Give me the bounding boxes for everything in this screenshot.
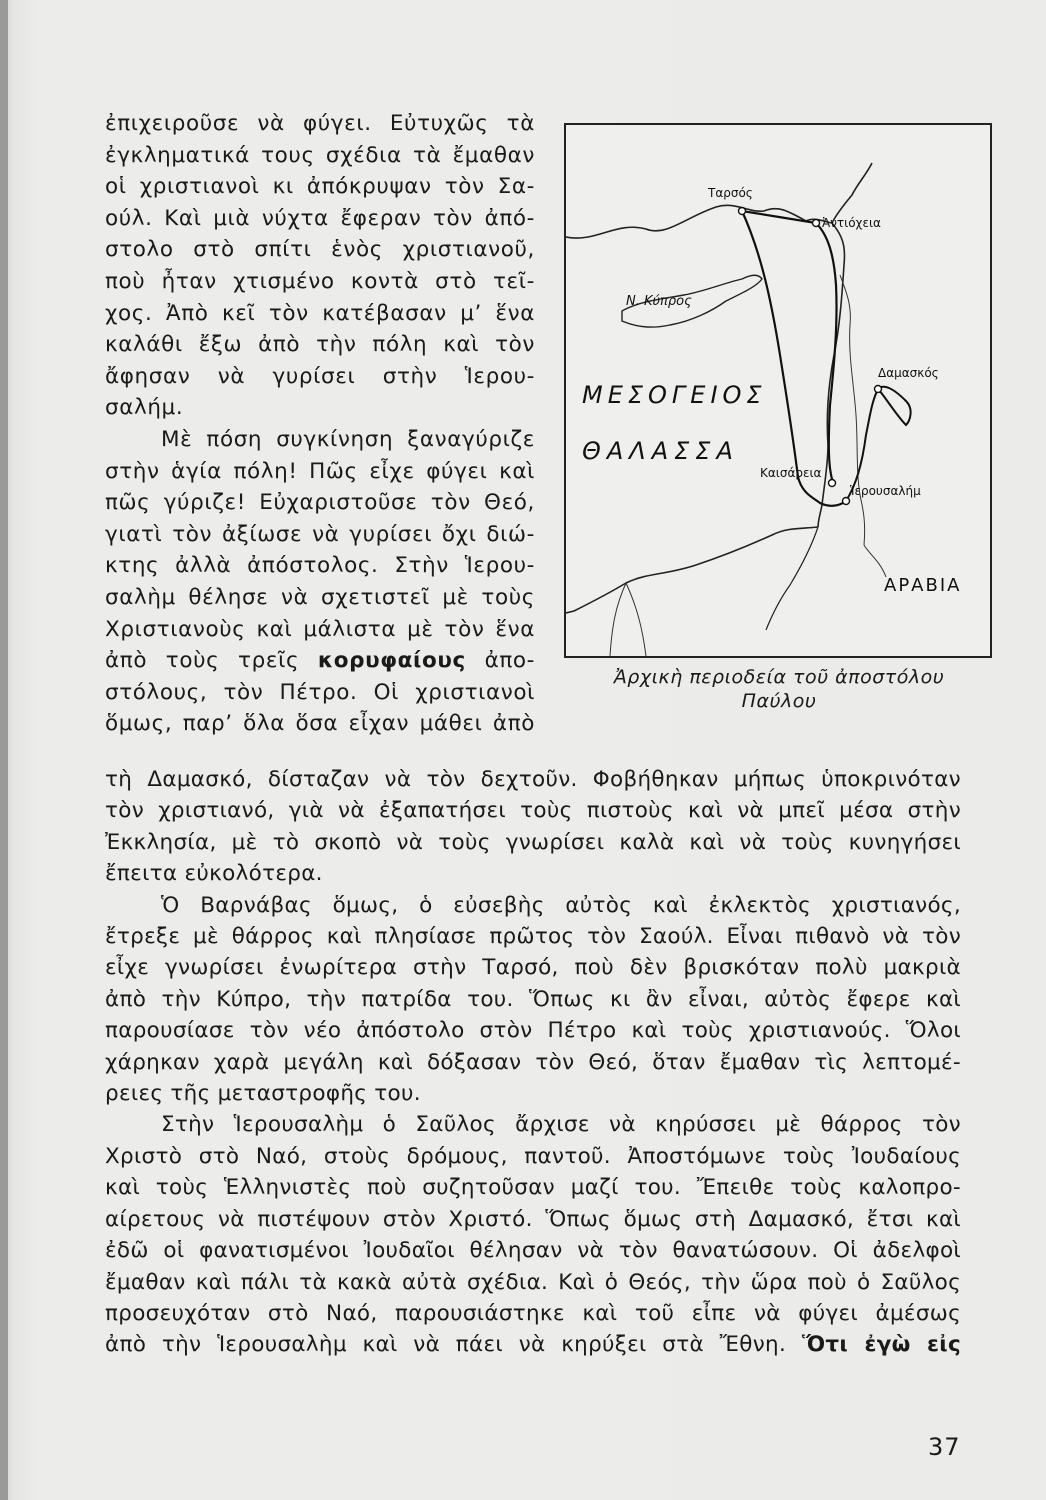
inland-river [864, 545, 886, 577]
city-dot-jerusalem [843, 498, 850, 505]
route-line [742, 211, 837, 485]
text-line: στὴν ἁγία πόλη! Πῶς εἶχε φύγει καὶ [105, 458, 535, 484]
text-line: κτης ἀλλὰ ἀπόστολος. Στὴν Ἱερου- [105, 553, 535, 579]
text-line: ἔμαθαν καὶ πάλι τὰ κακὰ αὐτὰ σχέδια. Καὶ ὁ Θεός, τὴν ὥρα ποὺ ὁ Σαῦλος [105, 1269, 961, 1295]
text-line: Ὁ Βαρνάβας ὅμως, ὁ εὐσεβὴς αὐτὸς καὶ ἐκλεκτὸς χριστιανός, [161, 892, 961, 918]
text-line: αίρετους νὰ πιστέψουν στὸν Χριστό. Ὅπως ὅμως στὴ Δαμασκό, ἔτσι καὶ [105, 1206, 961, 1232]
map-label-tarsus: Ταρσός [708, 186, 753, 200]
map-label-sea-2: ΘΑΛΑΣΣΑ [582, 437, 739, 465]
text-line: τὸν χριστιανό, γιὰ νὰ ἐξαπατήσει τοὺς πιστοὺς καὶ νὰ μπεῖ μέσα στὴν [105, 798, 961, 824]
text-line-with-bold [105, 645, 535, 677]
text-line: καλάθι ἔξω ἀπὸ τὴν πόλη καὶ τὸν [105, 332, 535, 358]
paragraph-continued [105, 764, 961, 890]
text-line: σαλὴμ θέλησε νὰ σχετιστεῖ μὲ τοὺς [105, 584, 535, 610]
text-line: ποὺ ἦταν χτισμένο κοντὰ στὸ τεῖ- [105, 268, 535, 294]
text-line: Ἐκκλησία, μὲ τὸ σκοπὸ νὰ τοὺς γνωρίσει καλὰ καὶ νὰ τοὺς κυνηγήσει [105, 829, 961, 855]
city-dot-damascus [875, 386, 882, 393]
text-fragment: ἀπο- [484, 648, 536, 674]
text-line: στολο στὸ σπίτι ἑνὸς χριστιανοῦ, [105, 237, 535, 263]
map-label-cyprus: Ν. Κύπρος [626, 294, 692, 309]
text-line: οἱ χριστιανοὶ κι ἀπόκρυψαν τὸν Σα- [105, 174, 535, 200]
map-figure [564, 123, 992, 658]
map-label-antioch: Ἀντιόχεια [822, 216, 881, 230]
text-line: ἔπειτα εὐκολότερα. [105, 861, 323, 887]
page-number: 37 [928, 1433, 961, 1461]
map-label-arabia: ΑΡΑΒΙΑ [884, 575, 962, 596]
text-line: εἶχε γνωρίσει ἐνωρίτερα στὴν Ταρσό, ποὺ δὲν βρισκόταν πολὺ μακριὰ [105, 955, 961, 981]
text-line: σαλήμ. [105, 395, 184, 421]
text-fragment: ἀπὸ τὴν Ἱερουσαλὴμ καὶ νὰ πάει νὰ κηρύξει στὰ Ἔθνη. [105, 1332, 787, 1358]
text-line-with-bold [105, 1329, 961, 1360]
text-line: γιατὶ τὸν ἀξίωσε νὰ γυρίσει ὄχι διώ- [105, 521, 535, 547]
city-dot-tarsus [739, 208, 746, 215]
paragraph-barnabas [105, 890, 961, 1110]
text-line: τὴ Δαμασκό, δίσταζαν νὰ τὸν δεχτοῦν. Φοβήθηκαν μήπως ὑποκρινόταν [105, 767, 961, 792]
map-label-jerusalem: Ἱερουσαλήμ [850, 484, 921, 498]
text-line: προσευχόταν στὸ Ναό, παρουσιάστηκε καὶ τοῦ εἶπε νὰ φύγει ἀμέσως [105, 1300, 961, 1326]
map-label-damascus: Δαμασκός [878, 366, 939, 380]
text-line: Μὲ πόση συγκίνηση ξαναγύριζε [161, 426, 535, 452]
map-label-sea-1: ΜΕΣΟΓΕΙΟΣ [582, 381, 767, 409]
paragraph-2 [105, 424, 535, 740]
full-width-text [105, 764, 961, 1361]
text-fragment: ἀπὸ τοὺς τρεῖς [105, 648, 300, 674]
city-dot-caesarea [829, 480, 836, 487]
text-line: χάρηκαν χαρὰ μεγάλη καὶ δόξασαν τὸν Θεό, ὅταν ἔμαθαν τὶς λεπτομέ- [105, 1049, 961, 1075]
text-line: ἐπιχειροῦσε νὰ φύγει. Εὐτυχῶς τὰ [105, 111, 535, 136]
text-line: ἐγκληματικά τους σχέδια τὰ ἔμαθαν [105, 142, 535, 168]
text-line: παρουσίασε τὸν νέο ἀπόστολο στὸν Πέτρο καὶ τοὺς χριστιανούς. Ὅλοι [105, 1018, 961, 1044]
map-label-caesarea: Καισάρεια [760, 466, 822, 480]
text-line: στόλους, τὸν Πέτρο. Οἱ χριστιανοὶ [105, 679, 535, 705]
text-line: ὅμως, παρ’ ὅλα ὅσα εἶχαν μάθει ἀπὸ [105, 711, 535, 737]
left-column-text [105, 108, 535, 740]
map-caption: Ἀρχικὴ περιοδεία τοῦ ἀποστόλου Παύλου [613, 666, 945, 712]
map-svg [566, 125, 990, 656]
text-line: ἀπὸ τὴν Κύπρο, τὴν πατρίδα του. Ὅπως κι ἂν εἶναι, αὐτὸς ἔφερε καὶ [105, 986, 961, 1012]
text-line: ρειες τῆς μεταστροφῆς του. [105, 1081, 421, 1107]
nile-delta [610, 583, 646, 656]
bold-word: κορυφαίους [317, 648, 466, 674]
text-line: Στὴν Ἱερουσαλὴμ ὁ Σαῦλος ἄρχισε νὰ κηρύσσει μὲ θάρρος τὸν [161, 1112, 961, 1138]
text-line: χος. Ἀπὸ κεῖ τὸν κατέβασαν μ’ ἕνα [105, 300, 535, 326]
text-line: ούλ. Καὶ μιὰ νύχτα ἔφεραν τὸν ἀπό- [105, 205, 535, 231]
book-spine-edge [0, 0, 8, 1500]
text-line: ἄφησαν νὰ γυρίσει στὴν Ἱερου- [105, 363, 535, 389]
paragraph-1 [105, 108, 535, 424]
bold-quote: Ὅτι ἐγὼ εἰς [801, 1332, 961, 1358]
text-line: Χριστιανοὺς καὶ μάλιστα μὲ τὸν ἕνα [105, 616, 535, 642]
text-line: ἔτρεξε μὲ θάρρος καὶ πλησίασε πρῶτος τὸν Σαούλ. Εἶναι πιθανὸ νὰ τὸν [105, 924, 961, 950]
text-line: πῶς γύριζε! Εὐχαριστοῦσε τὸν Θεό, [105, 490, 535, 516]
gulf-line [766, 527, 818, 630]
text-line: καὶ τοὺς Ἑλληνιστὲς ποὺ συζητοῦσαν μαζί του. Ἔπειθε τοὺς καλοπρο- [105, 1175, 961, 1201]
city-dot-antioch [813, 220, 820, 227]
text-line: Χριστὸ στὸ Ναό, στοὺς δρόμους, παντοῦ. Ἀποστόμωνε τοὺς Ἰουδαίους [105, 1143, 961, 1169]
paragraph-jerusalem [105, 1109, 961, 1360]
text-line: ἐδῶ οἱ φανατισμένοι Ἰουδαῖοι θέλησαν νὰ τὸν θανατώσουν. Οἱ ἀδελφοὶ [105, 1238, 961, 1264]
